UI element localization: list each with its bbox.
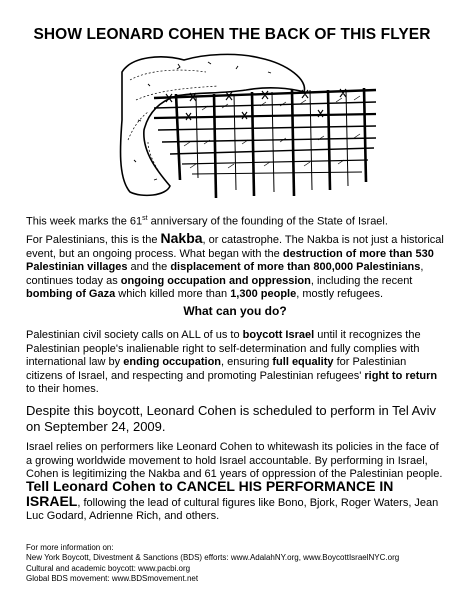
footer-info <box>26 543 444 584</box>
footer-line: For more information on: <box>26 543 114 552</box>
nakba-term: Nakba <box>160 230 203 246</box>
cancel-headline: Tell Leonard Cohen to CANCEL HIS PERFORMANCE IN ISRAEL <box>26 478 394 509</box>
footer-link-bds: Global BDS movement: www.BDSmovement.net <box>26 573 199 583</box>
anniversary-paragraph: This week marks the 61st anniversary of the founding of the State of Israel. <box>26 215 388 228</box>
call-to-action: Tell Leonard Cohen to CANCEL HIS PERFORMANCE IN ISRAEL, following the lead of cultural figures like Bono, Bjork, Roger Waters, Jean Luc Godard, Adrienne Rich, and others. <box>26 478 439 522</box>
despite-paragraph: Despite this boycott, Leonard Cohen is scheduled to perform in Tel Aviv on September 24, 2009. <box>26 403 436 434</box>
fence-illustration <box>118 50 380 200</box>
whitewash-paragraph: Israel relies on performers like Leonard Cohen to whitewash its policies in the face of a growing worldwide movement to hold Israel accountable. By performing in Israel, Cohen is legitimizing the Nakba and 61 years of oppression of the Palestinian people. <box>26 441 443 481</box>
nakba-paragraph: For Palestinians, this is the Nakba, or catastrophe. The Nakba is not just a historical event, but an ongoing process. What began with the destruction of more than 530 Palestinian villages and the displacement of more than 800,000 Palestinians, continues today as ongoing occupation and oppression, including the recent bombing of Gaza which killed more than 1,300 people, mostly refugees. <box>26 230 444 301</box>
footer-link-nyc: New York Boycott, Divestment & Sanctions (BDS) efforts: www.AdalahNY.org, www.BoycottIsraelNYC.org <box>26 553 400 563</box>
boycott-paragraph: Palestinian civil society calls on ALL of us to boycott Israel until it recognizes the Palestinian people's inalienable right to self-determination and fully complies with international law by ending occupation, ensuring full equality for Palestinian citizens of Israel, and respecting and promoting Palestinian refugees' right to return to their homes. <box>26 329 438 396</box>
flyer-title: SHOW LEONARD COHEN THE BACK OF THIS FLYER <box>33 26 431 43</box>
footer-link-pacbi: Cultural and academic boycott: www.pacbi.org <box>26 563 191 573</box>
question-heading: What can you do? <box>183 304 287 318</box>
